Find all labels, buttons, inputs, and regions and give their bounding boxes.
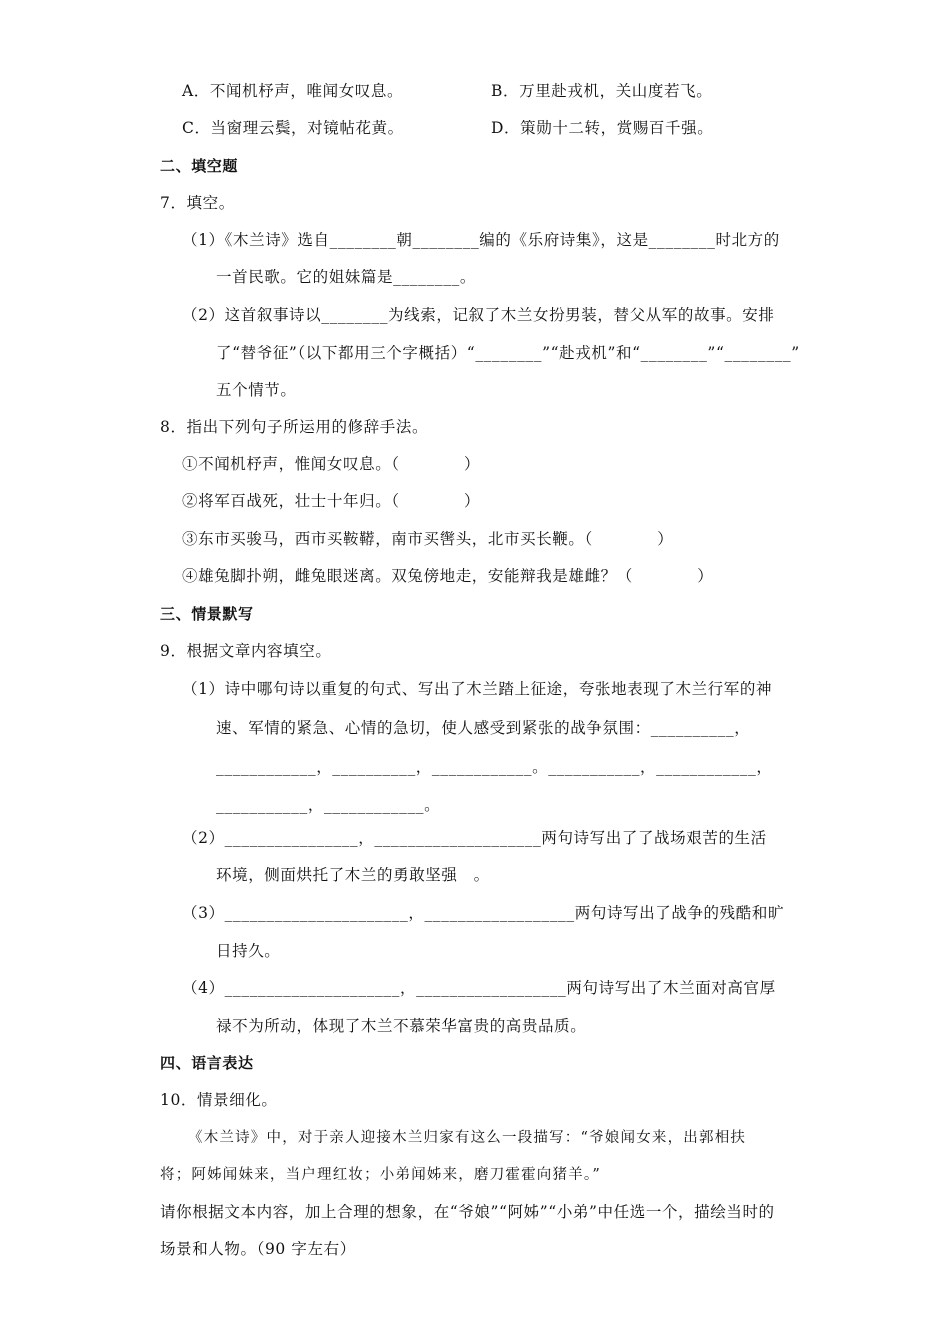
q9-part1-line3: ____________，__________，____________。___________，____________， — [216, 758, 773, 776]
q6-option-a: A．不闻机杼声，唯闻女叹息。 — [182, 82, 404, 100]
q9-part4-line2: 禄不为所动，体现了木兰不慕荣华富贵的高贵品质。 — [216, 1017, 587, 1035]
q8-item-1: ①不闻机杼声，惟闻女叹息。（ ） — [182, 455, 481, 473]
q8-item-3: ③东市买骏马，西市买鞍鞯，南市买辔头，北市买长鞭。（ ） — [182, 530, 674, 548]
q8-item-4: ④雄兔脚扑朔，雌兔眼迷离。双兔傍地走，安能辩我是雄雌？（ ） — [182, 567, 714, 585]
q6-option-b: B．万里赴戎机，关山度若飞。 — [491, 82, 713, 100]
q9-part1-line4: ___________，____________。 — [216, 796, 441, 814]
section-heading-dictation: 三、情景默写 — [160, 605, 254, 623]
q7-part1-line1: （1）《木兰诗》选自________朝________编的《乐府诗集》，这是________时北方的 — [182, 231, 780, 249]
q6-option-c: C．当窗理云鬓，对镜帖花黄。 — [182, 119, 404, 137]
q8-stem: 8．指出下列句子所运用的修辞手法。 — [160, 418, 429, 436]
q9-part1-line1: （1）诗中哪句诗以重复的句式、写出了木兰踏上征途，夸张地表现了木兰行军的神 — [182, 680, 773, 698]
q10-quote-line1: 《木兰诗》中，对于亲人迎接木兰归家有这么一段描写：“爷娘闻女来，出郭相扶 — [188, 1130, 747, 1146]
section-heading-expression: 四、语言表达 — [160, 1054, 254, 1072]
q6-option-d: D．策勋十二转，赏赐百千强。 — [491, 119, 714, 137]
q10-requirement-line2: 场景和人物。（90 字左右） — [160, 1240, 356, 1258]
q7-stem: 7．填空。 — [160, 194, 235, 212]
section-heading-fill-blank: 二、填空题 — [160, 157, 239, 175]
q10-stem: 10．情景细化。 — [160, 1091, 278, 1109]
q9-part1-line2: 速、军情的紧急、心情的急切，使人感受到紧张的战争氛围：__________， — [216, 719, 751, 737]
q8-item-2: ②将军百战死，壮士十年归。（ ） — [182, 492, 481, 510]
q7-part1-line2: 一首民歌。它的姐妹篇是________。 — [216, 268, 477, 286]
q7-part2-line1: （2）这首叙事诗以________为线索，记叙了木兰女扮男装，替父从军的故事。安排 — [182, 306, 775, 324]
q7-part2-line2: 了“替爷征”（以下都用三个字概括）“________”“赴戎机”和“________”“________” — [216, 344, 800, 362]
q9-part3-line2: 日持久。 — [216, 942, 281, 960]
q9-part3-line1: （3）______________________，__________________两句诗写出了战争的残酷和旷 — [182, 904, 785, 922]
q10-quote-line2: 将；阿姊闻妹来，当户理红妆；小弟闻姊来，磨刀霍霍向猪羊。” — [160, 1167, 601, 1183]
q9-part2-line2: 环境，侧面烘托了木兰的勇敢坚强 。 — [216, 866, 490, 884]
q9-part2-line1: （2）________________，____________________两句诗写出了了战场艰苦的生活 — [182, 829, 767, 847]
q7-part2-line3: 五个情节。 — [216, 381, 297, 399]
q9-stem: 9．根据文章内容填空。 — [160, 642, 332, 660]
q10-requirement-line1: 请你根据文本内容，加上合理的想象，在“爷娘”“阿姊”“小弟”中任选一个，描绘当时的 — [160, 1203, 775, 1221]
q9-part4-line1: （4）_____________________，__________________两句诗写出了木兰面对高官厚 — [182, 979, 776, 997]
